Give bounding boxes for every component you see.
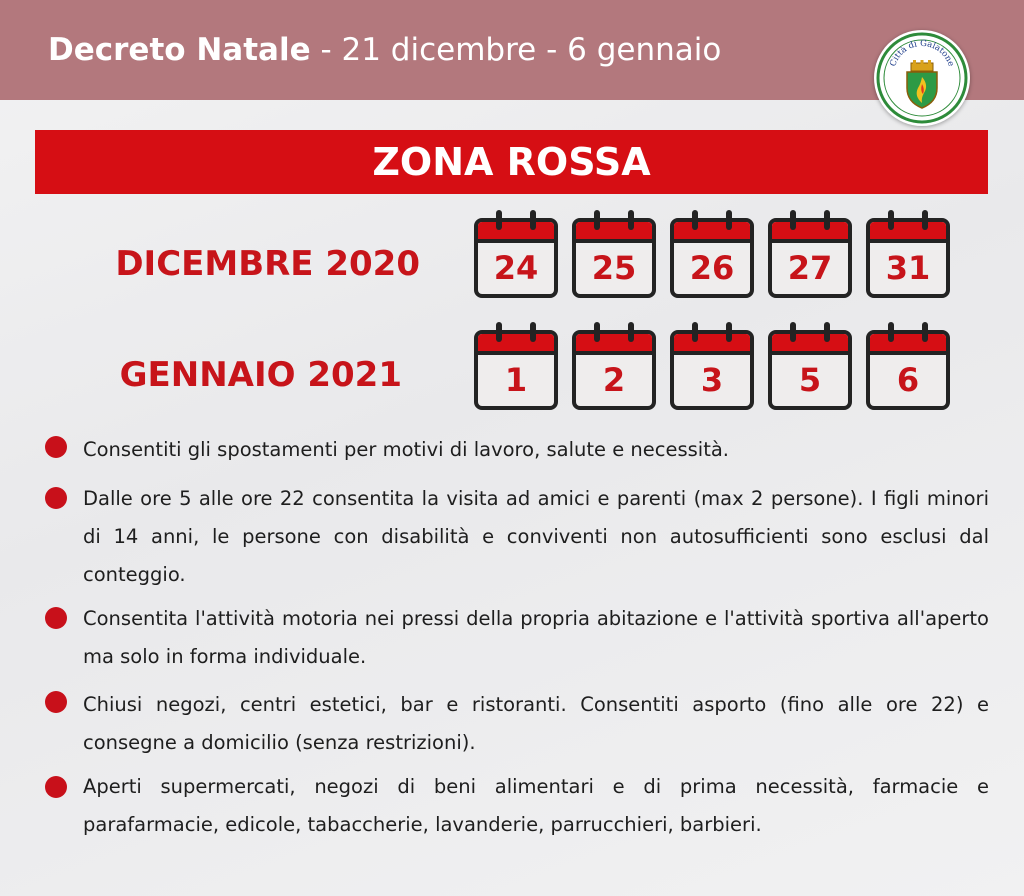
rule-text: Aperti supermercati, negozi di beni alimentari e di prima necessità, farmacie e parafarmacie, edicole, tabaccherie, lavanderie, parrucchieri, barbieri. xyxy=(83,775,989,836)
calendar-day xyxy=(474,218,558,298)
bullet-dot-icon xyxy=(45,691,67,713)
calendar-day-number: 1 xyxy=(504,361,528,399)
zona-rossa-banner: ZONA ROSSA xyxy=(35,130,988,194)
rule-text: Chiusi negozi, centri estetici, bar e ristoranti. Consentiti asporto (fino alle ore 22) e consegne a domicilio (senza restrizioni). xyxy=(83,693,989,754)
rule-text: Dalle ore 5 alle ore 22 consentita la visita ad amici e parenti (max 2 persone). I figli minori di 14 anni, le persone con disabilità e conviventi non autosufficienti sono esclusi dal conteggio. xyxy=(83,487,989,586)
calendar-day xyxy=(474,330,558,410)
calendar-day-number: 3 xyxy=(700,361,724,399)
header-title-dates: - 21 dicembre - 6 gennaio xyxy=(310,32,722,68)
bullet-dot-icon xyxy=(45,436,67,458)
calendar-day xyxy=(768,330,852,410)
header-title-bold: Decreto Natale xyxy=(48,32,311,68)
calendar-day-number: 24 xyxy=(493,249,539,287)
calendar-day-number: 27 xyxy=(787,249,833,287)
calendar-day-number: 2 xyxy=(602,361,626,399)
calendar-day-number: 26 xyxy=(689,249,735,287)
rule-text: Consentita l'attività motoria nei pressi della propria abitazione e l'attività sportiva all'aperto ma solo in forma individuale. xyxy=(83,607,989,668)
city-crest-icon xyxy=(874,30,970,126)
calendar-day-number: 31 xyxy=(885,249,931,287)
calendar-day-number: 5 xyxy=(798,361,822,399)
calendar-day xyxy=(866,218,950,298)
calendar-day xyxy=(670,218,754,298)
bullet-dot-icon xyxy=(45,607,67,629)
rule-text: Consentiti gli spostamenti per motivi di lavoro, salute e necessità. xyxy=(83,438,730,461)
month-label-january: GENNAIO 2021 xyxy=(119,355,402,395)
calendar-day-number: 6 xyxy=(896,361,920,399)
calendar-day xyxy=(670,330,754,410)
calendar-day xyxy=(768,218,852,298)
calendar-day xyxy=(572,330,656,410)
bullet-dot-icon xyxy=(45,487,67,509)
calendar-day-number: 25 xyxy=(591,249,637,287)
calendar-day xyxy=(866,330,950,410)
logo-text: Città di Galatone xyxy=(888,38,956,68)
city-logo xyxy=(874,30,970,126)
calendar-day xyxy=(572,218,656,298)
header-bar xyxy=(0,0,1024,100)
header-title xyxy=(48,28,721,72)
bullet-dot-icon xyxy=(45,776,67,798)
month-label-december: DICEMBRE 2020 xyxy=(115,244,420,284)
